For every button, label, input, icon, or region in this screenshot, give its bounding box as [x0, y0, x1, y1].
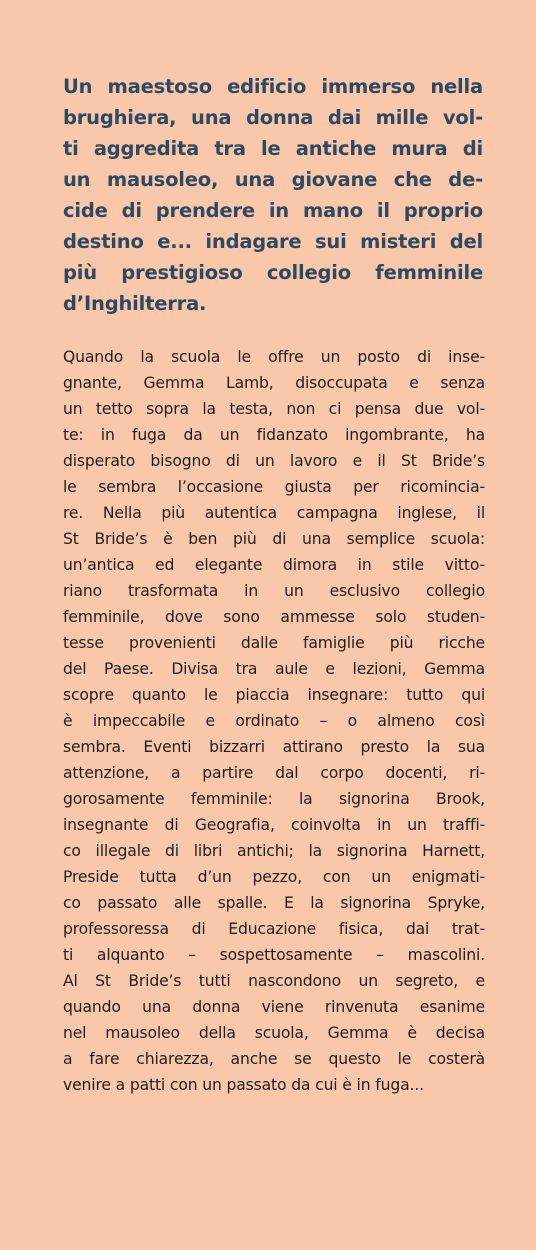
lead-line: cide di prendere in mano il proprio — [63, 199, 483, 222]
body-line: a fare chiarezza, anche se questo le costerà — [63, 1050, 485, 1068]
body-line: è impeccabile e ordinato – o almeno così — [63, 712, 485, 730]
body-line: te: in fuga da un fidanzato ingombrante, ha — [63, 426, 485, 444]
body-line: ti alquanto – sospettosamente – mascolini. — [63, 946, 485, 964]
lead-line: più prestigioso collegio femminile — [63, 261, 483, 284]
lead-line: brughiera, una donna dai mille vol- — [63, 106, 483, 129]
body-line: quando una donna viene rinvenuta esanime — [63, 998, 485, 1016]
lead-line: un mausoleo, una giovane che de- — [63, 168, 483, 191]
body-line: un tetto sopra la testa, non ci pensa due vol- — [63, 400, 485, 418]
body-line: sembra. Eventi bizzarri attirano presto la sua — [63, 738, 485, 756]
body-line: le sembra l’occasione giusta per ricomincia- — [63, 478, 485, 496]
body-line: gorosamente femminile: la signorina Brook, — [63, 790, 485, 808]
body-line: Al St Bride’s tutti nascondono un segreto, e — [63, 972, 485, 990]
body-line: nel mausoleo della scuola, Gemma è decisa — [63, 1024, 485, 1042]
lead-line: destino e... indagare sui misteri del — [63, 230, 483, 253]
body-line: disperato bisogno di un lavoro e il St Bride’s — [63, 452, 485, 470]
body-line: del Paese. Divisa tra aule e lezioni, Gemma — [63, 660, 485, 678]
body-line: gnante, Gemma Lamb, disoccupata e senza — [63, 374, 485, 392]
body-line: tesse provenienti dalle famiglie più ricche — [63, 634, 485, 652]
body-line: Preside tutta d’un pezzo, con un enigmati- — [63, 868, 485, 886]
body-line: re. Nella più autentica campagna inglese, il — [63, 504, 485, 522]
lead-paragraph — [63, 71, 483, 319]
body-line: St Bride’s è ben più di una semplice scuola: — [63, 530, 485, 548]
lead-line: d’Inghilterra. — [63, 292, 207, 315]
body-line: un’antica ed elegante dimora in stile vitto- — [63, 556, 485, 574]
body-line: riano trasformata in un esclusivo collegio — [63, 582, 485, 600]
synopsis-paragraph — [63, 344, 485, 1098]
body-line: co passato alle spalle. E la signorina Spryke, — [63, 894, 485, 912]
body-line: femminile, dove sono ammesse solo studen- — [63, 608, 485, 626]
body-line: professoressa di Educazione fisica, dai trat- — [63, 920, 485, 938]
body-line: attenzione, a partire dal corpo docenti, ri- — [63, 764, 485, 782]
body-line: co illegale di libri antichi; la signorina Harnett, — [63, 842, 485, 860]
body-line: venire a patti con un passato da cui è in fuga... — [63, 1076, 424, 1094]
body-line: Quando la scuola le offre un posto di inse- — [63, 348, 485, 366]
body-line: scopre quanto le piaccia insegnare: tutto qui — [63, 686, 485, 704]
body-line: insegnante di Geografia, coinvolta in un traffi- — [63, 816, 485, 834]
lead-line: Un maestoso edificio immerso nella — [63, 75, 483, 98]
lead-line: ti aggredita tra le antiche mura di — [63, 137, 483, 160]
